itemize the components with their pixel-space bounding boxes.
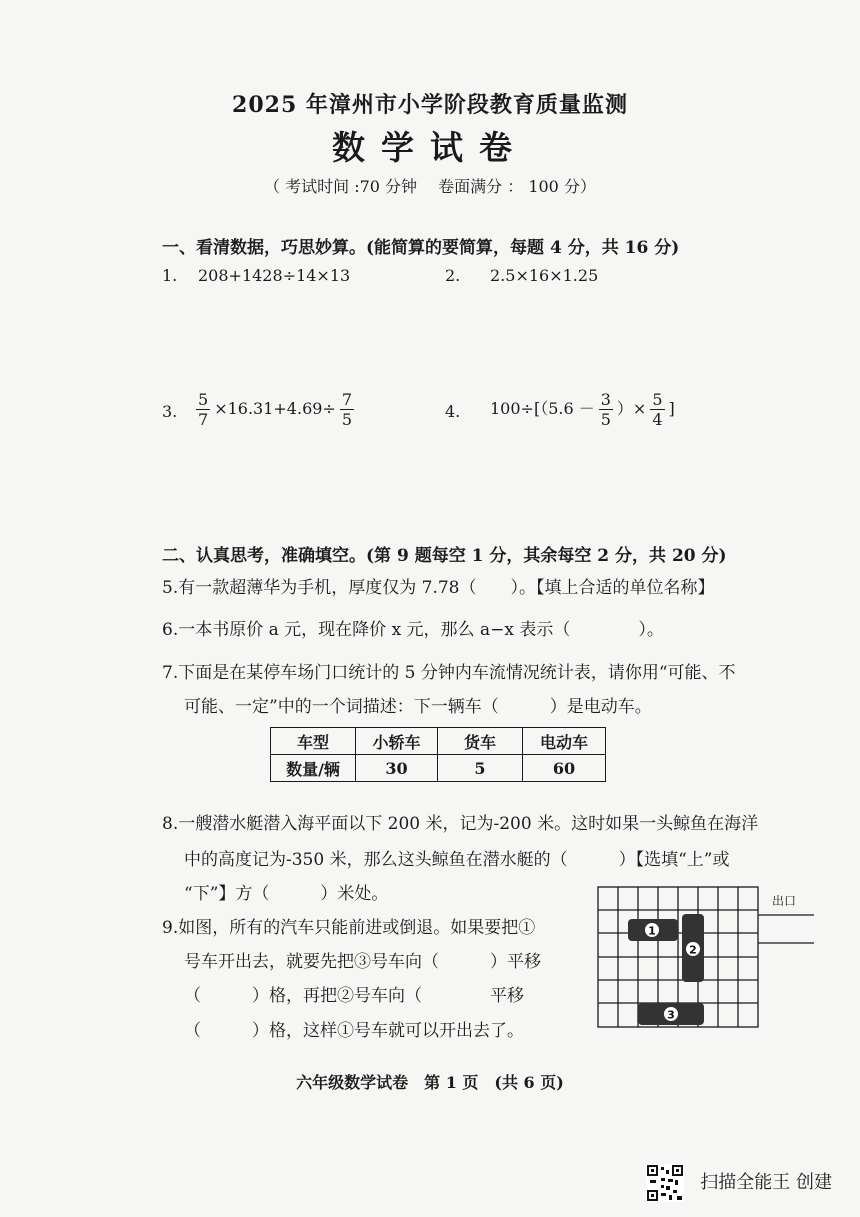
q6-text: 6.一本书原价 a 元，现在降价 x 元，那么 a−x 表示（ ）。	[162, 620, 664, 640]
q9-line1: 9.如图，所有的汽车只能前进或倒退。如果要把①	[162, 918, 536, 938]
section2-heading: 二、认真思考，准确填空。(第 9 题每空 1 分，其余每空 2 分，共 20 分)	[162, 546, 727, 566]
table-header-cell: 电动车	[523, 728, 606, 755]
table-cell: 5	[438, 755, 523, 782]
q9-line3: （ ）格，再把②号车向（ 平移	[184, 986, 524, 1006]
q8-line2: 中的高度记为-350 米，那么这头鲸鱼在潜水艇的（ ）【选填“上”或	[184, 850, 730, 870]
car-3-number: 3	[667, 1008, 675, 1022]
table-cell: 30	[356, 755, 438, 782]
q3-fraction-2: $\frac{7}{5}$	[341, 390, 353, 429]
page-footer: 六年级数学试卷 第 1 页 (共 6 页)	[296, 1073, 564, 1092]
q3-number: 3.	[162, 402, 178, 421]
table-header-cell: 货车	[438, 728, 523, 755]
exit-label: 出口	[772, 894, 797, 908]
table-header-row	[271, 728, 606, 755]
q8-line1: 8.一艘潜水艇潜入海平面以下 200 米，记为-200 米。这时如果一头鲸鱼在海洋	[162, 814, 759, 834]
exam-title: 2025 年漳州市小学阶段教育质量监测	[232, 92, 628, 118]
parking-grid-diagram	[596, 885, 826, 1035]
exam-subject-title: 数学试卷	[332, 128, 528, 167]
parking-grid-svg	[596, 885, 826, 1035]
qr-code-icon	[646, 1164, 684, 1202]
table-cell: 数量/辆	[271, 755, 356, 782]
car-2-number: 2	[689, 943, 697, 957]
q4-number: 4.	[445, 402, 461, 421]
exam-info: （ 考试时间 :70 分钟 卷面满分 ： 100 分）	[264, 177, 596, 196]
q1-number: 1.	[162, 266, 178, 285]
q9-line4: （ ）格，这样①号车就可以开出去了。	[184, 1021, 524, 1041]
q3-fraction-1: $\frac{5}{7}$	[198, 390, 209, 429]
q8-line3: “下”】方（ ）米处。	[184, 884, 389, 904]
car-1-number: 1	[648, 924, 656, 938]
table-header-cell: 小轿车	[356, 728, 438, 755]
section1-heading: 一、看清数据，巧思妙算。(能简算的要简算，每题 4 分，共 16 分)	[162, 238, 680, 258]
q4-fraction-1: $\frac{3}{5}$	[600, 390, 611, 429]
q4-fraction-2: $\frac{5}{4}$	[652, 390, 663, 429]
q3-expression: $\frac{5}{7}$ ×16.31+4.69÷ $\frac{7}{5}$	[198, 390, 353, 429]
q1-expression: 208+1428÷14×13	[198, 266, 351, 285]
traffic-table	[270, 727, 606, 782]
q9-line2: 号车开出去，就要先把③号车向（ ）平移	[184, 952, 541, 972]
q2-number: 2.	[445, 266, 461, 285]
q7-line2: 可能、一定”中的一个词描述：下一辆车（ ）是电动车。	[184, 697, 652, 717]
q4-expression: 100÷[（5.6 － $\frac{3}{5}$ ）× $\frac{5}{4}$ ]	[490, 390, 675, 429]
table-row	[271, 755, 606, 782]
scanner-watermark: 扫描全能王 创建	[700, 1172, 832, 1193]
q5-text: 5.有一款超薄华为手机，厚度仅为 7.78（ ）。【填上合适的单位名称】	[162, 578, 715, 598]
q2-expression: 2.5×16×1.25	[490, 266, 599, 285]
table-cell: 60	[523, 755, 606, 782]
table-header-cell: 车型	[271, 728, 356, 755]
q7-line1: 7.下面是在某停车场门口统计的 5 分钟内车流情况统计表，请你用“可能、不	[162, 663, 736, 683]
